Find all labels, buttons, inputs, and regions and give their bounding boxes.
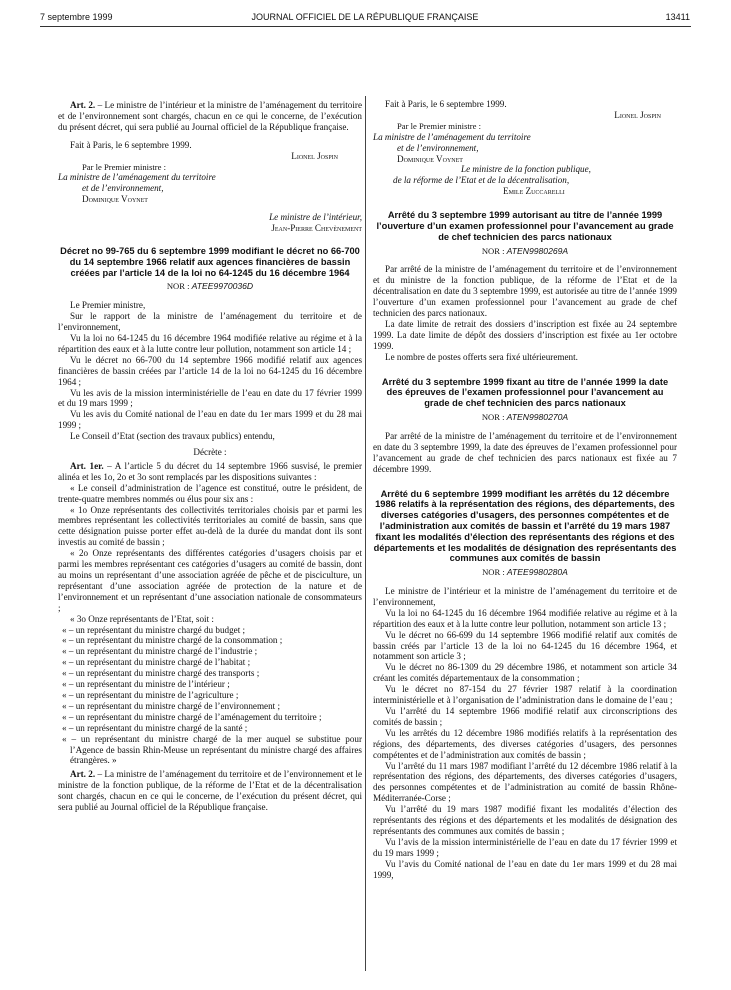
article-2-text: – La ministre de l’aménagement du territoire et de l’environnement et le ministre de la fonction publique, de la réforme de l’Etat et de la décentralisation sont chargés, chacun en ce qui le concerne, de l’exécution du présent décret, qui sera publié au Journal officiel de la République française. <box>58 769 362 813</box>
visa-paragraph: Vu la loi no 64-1245 du 16 décembre 1964 modifiée relative au régime et à la répartition des eaux et à la lutte contre leur pollution, notamment son article 14 ; <box>58 332 362 354</box>
visa-paragraph: Le Premier ministre, <box>70 300 146 311</box>
visa-paragraph: Vu le décret no 66-700 du 14 septembre 1966 modifié relatif aux agences financières de bassin créées par l’article 14 de la loi no 64-1245 du 16 décembre 1964 ; <box>58 354 362 387</box>
representative-item: « – un représentant du ministre chargé de l’aménagement du territoire ; <box>62 711 322 722</box>
article-1-head: Art. 1er. <box>70 460 104 471</box>
arrete-1-paragraph: Par arrêté de la ministre de l’aménagement du territoire et de l’environnement et du ministre de la fonction publique, de la réforme de l’Etat et de la décentralisation en date du 3 septembre 1999, est autorisée au titre de l’année 1999 l’ouverture d’un examen professionnel pour l’avancement au grade de chef technicien des parcs nationaux. <box>373 264 677 319</box>
r-done-at-paris: Fait à Paris, le 6 septembre 1999. <box>385 99 507 109</box>
arrete-1-body <box>373 264 677 362</box>
header-rule <box>40 26 691 27</box>
visa-paragraph: Vu les avis de la mission interministérielle de l’eau en date du 17 février 1999 et du 19 mars 1999 ; <box>58 387 362 409</box>
r-by-prime-minister: Par le Premier ministre : <box>397 120 482 131</box>
article-2-prev-head: Art. 2. <box>70 100 96 110</box>
decret-visas <box>58 300 362 442</box>
article-2-head: Art. 2. <box>70 769 96 780</box>
visa-paragraph: Sur le rapport de la ministre de l’aménagement du territoire et de l’environnement, <box>58 311 362 333</box>
signature-chevenement: Jean-Pierre Chevènement <box>271 223 362 234</box>
signature-voynet: Dominique Voynet <box>82 194 148 205</box>
visa-paragraph: Vu les avis du Comité national de l’eau en date du 1er mars 1999 et du 28 mai 1999 ; <box>58 409 362 431</box>
representative-item: « – un représentant du ministre de l’intérieur ; <box>62 679 230 690</box>
arrete-2-body <box>373 431 677 475</box>
decrete: Décrète : <box>193 447 227 458</box>
arrete-3-paragraph: Vu le décret no 87-154 du 27 février 1987 relatif à la coordination interministérielle et à l’organisation de l’administration dans le domaine de l’eau ; <box>373 684 677 706</box>
minister-amenagement-line2: et de l’environnement, <box>82 183 164 194</box>
signature-jospin: Lionel Jospin <box>291 150 338 161</box>
left-column <box>58 100 362 813</box>
nor-label: NOR : <box>166 281 190 292</box>
arrete-3-paragraph: Vu l’avis de la mission interministérielle de l’eau en date du 17 février 1999 et du 19 mars 1999 ; <box>373 836 677 858</box>
arrete-2-title: Arrêté du 3 septembre 1999 fixant au titre de l’année 1999 la date des épreuves de l’examen professionnel pour l’avancement au grade de chef technicien des parcs nationaux <box>381 376 669 409</box>
arrete-1-paragraph: Le nombre de postes offerts sera fixé ultérieurement. <box>385 351 578 362</box>
done-at-paris: Fait à Paris, le 6 septembre 1999. <box>70 139 192 150</box>
article-2-prev-text: – Le ministre de l’intérieur et la ministre de l’aménagement du territoire et de l’environnement sont chargés, chacun en ce qui le concerne, de l’exécution du présent décret, qui sera publié au Journal officiel de la République française. <box>58 100 362 132</box>
quoted-paragraph: « 1o Onze représentants des collectivités territoriales choisis par et parmi les membres représentant les collectivités territoriales au comité de bassin, sans que cette désignation puisse porter effet au-delà de la durée du mandat dont ils sont investis au comité de bassin ; <box>58 504 362 548</box>
header-date: 7 septembre 1999 <box>40 12 113 22</box>
arrete-2-paragraph: Par arrêté de la ministre de l’aménagement du territoire et de l’environnement en date du 3 septembre 1999, la date des épreuves de l’examen professionnel pour l’avancement au grade de chef technicien des parcs nationaux est fixée au 7 décembre 1999. <box>373 430 677 474</box>
representative-item: « – un représentant du ministre chargé de l’habitat ; <box>62 657 251 668</box>
representative-item: « – un représentant du ministre chargé des transports ; <box>62 668 260 679</box>
nor-label: NOR : <box>482 567 505 578</box>
representative-item: « – un représentant du ministre chargé de la consommation ; <box>62 635 283 646</box>
article-2 <box>58 769 362 813</box>
right-column <box>373 99 677 880</box>
nor-code: ATEN9980270A <box>506 412 569 422</box>
arrete-1-nor <box>373 246 677 257</box>
nor-code: ATEE9980280A <box>506 567 568 578</box>
r-minister-fp-line1: Le ministre de la fonction publique, <box>461 164 591 175</box>
nor-code: ATEN9980269A <box>506 245 569 256</box>
r-minister-amenagement-line2: et de l’environnement, <box>397 142 479 153</box>
r-signature-zuccarelli: Emile Zuccarelli <box>503 186 565 197</box>
arrete-3-paragraph: Vu l’arrêté du 11 mars 1987 modifiant l’arrêté du 12 décembre 1986 relatif à la représentation des régions, des départements, des diverses catégories d’usagers, des personnes compétentes et de l’administration au comité de bassin Rhône-Méditerranée-Corse ; <box>373 760 677 804</box>
arrete-3-paragraph: Vu l’arrêté du 14 septembre 1966 modifié relatif aux circonscriptions des comités de bassin ; <box>373 705 677 727</box>
r-signature-voynet: Dominique Voynet <box>397 153 463 164</box>
representative-item: « – un représentant du ministre chargé du budget ; <box>62 624 246 635</box>
nor-code: ATEE9970036D <box>191 281 254 292</box>
article-1-representatives <box>58 625 362 767</box>
article-1 <box>58 461 362 483</box>
header-page-number: 13411 <box>665 12 690 22</box>
visa-paragraph: Le Conseil d’Etat (section des travaux publics) entendu, <box>70 431 275 442</box>
representative-item: « – un représentant du ministre chargé de l’industrie ; <box>62 646 258 657</box>
arrete-3-paragraph: Le ministre de l’intérieur et la ministre de l’aménagement du territoire et de l’environnement, <box>373 586 677 607</box>
r-signature-jospin: Lionel Jospin <box>614 109 661 120</box>
r-minister-amenagement-line1: La ministre de l’aménagement du territoire <box>373 131 531 142</box>
representative-item: « – un représentant du ministre chargé de la mer auquel se substitue pour l’Agence de bassin Rhin-Meuse un représentant du ministre chargé des affaires étrangères. » <box>62 733 362 766</box>
quoted-paragraph: « 2o Onze représentants des différentes catégories d’usagers choisis par et parmi les membres représentant ces catégories d’usagers au comité de bassin, dont au moins un représentant d’une association agréée de pêche et de pisciculture, un représentant d’une association agréée de protection de la nature et de l’environnement et un représentant d’une association nationale de consommateurs ; <box>58 548 362 613</box>
arrete-3-paragraph: Vu le décret no 86-1309 du 29 décembre 1986, et notamment son article 34 créant les comités départementaux de la consommation ; <box>373 662 677 684</box>
arrete-3-paragraph: Vu la loi no 64-1245 du 16 décembre 1964 modifiée relative au régime et à la répartition des eaux et à la lutte contre leur pollution, notamment son article 13 ; <box>373 607 677 629</box>
representative-item: « – un représentant du ministre de l’agriculture ; <box>62 689 239 700</box>
representative-item: « – un représentant du ministre chargé de la santé ; <box>62 722 248 733</box>
running-header <box>40 12 690 26</box>
decret-title: Décret no 99-765 du 6 septembre 1999 modifiant le décret no 66-700 du 14 septembre 1966 relatif aux agences financières de bassin créées par l’article 14 de la loi no 64-1245 du 16 décembre 1964 <box>60 245 360 278</box>
representative-item: « – un représentant du ministre chargé de l’environnement ; <box>62 700 281 711</box>
header-journal-title: JOURNAL OFFICIEL DE LA RÉPUBLIQUE FRANÇAISE <box>251 12 479 22</box>
nor-label: NOR : <box>481 412 505 422</box>
minister-interieur: Le ministre de l’intérieur, <box>269 212 362 223</box>
arrete-2-nor <box>373 412 677 423</box>
column-divider <box>365 96 366 971</box>
arrete-3-title: Arrêté du 6 septembre 1999 modifiant les arrêtés du 12 décembre 1986 relatifs à la représentation des régions, des départements, des diverses catégories d’usagers, des personnes compétentes et de l’administration aux comités de bassin et l’arrêté du 19 mars 1987 fixant les modalités d’élection des représentants des régions et des départements et les modalités de désignation des représentants des communes aux comités de bassin <box>373 488 677 564</box>
arrete-3-paragraph: Vu l’avis du Comité national de l’eau en date du 1er mars 1999 et du 28 mai 1999, <box>373 858 677 880</box>
quoted-paragraph: « 3o Onze représentants de l’Etat, soit : <box>70 613 214 624</box>
arrete-3-paragraph: Vu les arrêtés du 12 décembre 1986 modifiés relatifs à la représentation des régions, des départements, des diverses catégories d’usagers, des personnes compétentes et de l’administration aux comités de bassin ; <box>373 727 677 760</box>
arrete-3-paragraph: Vu l’arrêté du 19 mars 1987 modifié fixant les modalités d’élection des représentants des régions et des départements et les modalités de désignation des représentants des communes aux comités de bassin ; <box>373 804 677 836</box>
quoted-paragraph: « Le conseil d’administration de l’agence est constitué, outre le président, de trente-quatre membres nommés ou élus pour six ans : <box>58 482 362 504</box>
arrete-3-paragraph: Vu le décret no 66-699 du 14 septembre 1966 modifié relatif aux comités de bassin créés par l’article 13 de la loi no 64-1245 du 16 décembre 1964, et notamment son article 3 ; <box>373 629 677 662</box>
r-minister-fp-line2: de la réforme de l’Etat et de la décentralisation, <box>393 175 570 186</box>
decret-nor <box>58 281 362 292</box>
minister-amenagement-line1: La ministre de l’aménagement du territoire <box>58 172 216 183</box>
arrete-3-body <box>373 586 677 880</box>
nor-label: NOR : <box>481 245 505 256</box>
arrete-1-title: Arrêté du 3 septembre 1999 autorisant au titre de l’année 1999 l’ouverture d’un examen professionnel pour l’avancement au grade de chef technicien des parcs nationaux <box>376 210 674 242</box>
article-2-prev <box>58 100 362 133</box>
by-prime-minister: Par le Premier ministre : <box>82 161 167 172</box>
arrete-3-nor <box>373 567 677 578</box>
article-1-text: – A l’article 5 du décret du 14 septembre 1966 susvisé, le premier alinéa et les 1o, 2o et 3o sont remplacés par les dispositions suivantes : <box>58 460 362 482</box>
arrete-1-paragraph: La date limite de retrait des dossiers d’inscription est fixée au 24 septembre 1999. La date limite de dépôt des dossiers d’inscription est fixée au 1er octobre 1999. <box>373 318 677 351</box>
article-1-quotes <box>58 483 362 625</box>
